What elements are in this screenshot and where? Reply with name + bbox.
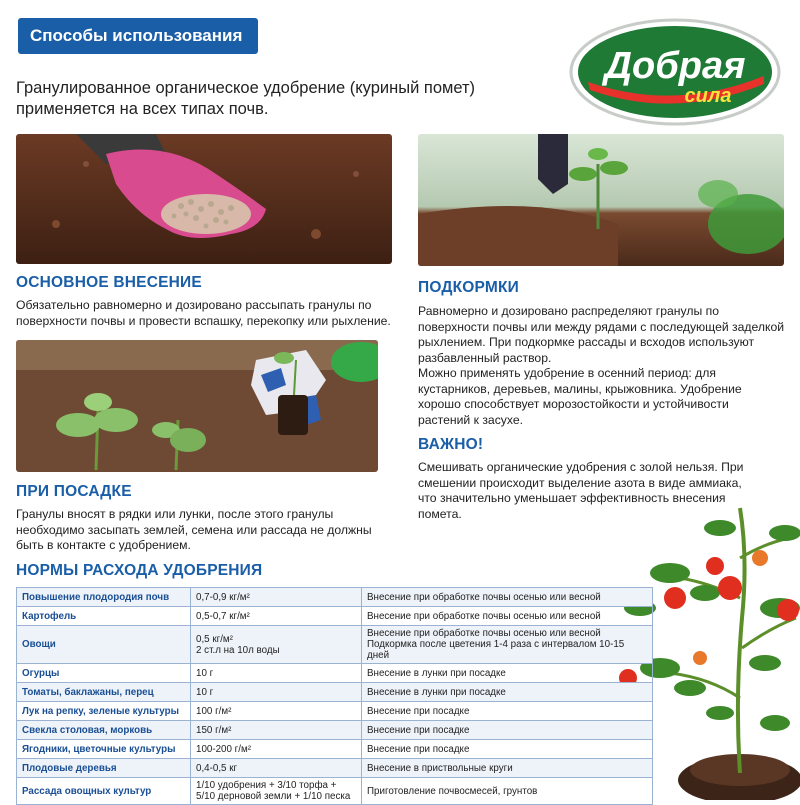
method-line: Подкормка после цветения 1-4 раза с интервалом 10-15 дней <box>367 639 625 661</box>
crop-cell: Повышение плодородия почв <box>17 588 191 607</box>
intro-line: применяется на всех типах почв. <box>16 100 269 118</box>
crop-cell: Ягодники, цветочные культуры <box>17 740 191 759</box>
text-line: Смешивать органические удобрения с золой нельзя. При <box>418 460 744 474</box>
photo-seedling <box>418 134 784 266</box>
rate-cell: 10 г <box>191 664 362 683</box>
table-row <box>17 683 653 702</box>
brand-name: Добрая <box>604 45 746 87</box>
section-text-basic <box>16 298 406 329</box>
brand-logo-graphic <box>568 16 782 128</box>
photo-hand-granules <box>16 134 392 264</box>
crop-cell: Рассада овощных культур <box>17 778 191 805</box>
table-row <box>17 664 653 683</box>
text-line: что значительно уменьшает эффективность внесения <box>418 491 726 505</box>
rate-line: 0,5 кг/м² <box>196 633 233 645</box>
rate-line: 5/10 дерновой земли + 1/10 песка <box>196 791 351 802</box>
text-line: Гранулы вносят в рядки или лунки, после этого гранулы <box>16 507 334 521</box>
table-row <box>17 626 653 664</box>
rate-cell: 0,7-0,9 кг/м² <box>191 588 362 607</box>
method-cell: Внесение при обработке почвы осенью или весной <box>362 607 653 626</box>
table-row <box>17 607 653 626</box>
table-row <box>17 588 653 607</box>
rate-cell: 150 г/м² <box>191 721 362 740</box>
norms-table <box>16 587 653 805</box>
text-line: кустарников, деревьев, малины, крыжовника. Удобрение <box>418 381 742 396</box>
brand-logo <box>568 16 782 128</box>
table-row <box>17 778 653 805</box>
method-cell: Внесение при посадке <box>362 740 653 759</box>
brand-subname: сила <box>684 85 732 107</box>
rate-cell <box>191 778 362 805</box>
table-row <box>17 759 653 778</box>
method-cell: Внесение при обработке почвы осенью или весной <box>362 588 653 607</box>
method-cell: Внесение в приствольные круги <box>362 759 653 778</box>
crop-cell: Плодовые деревья <box>17 759 191 778</box>
crop-cell: Лук на репку, зеленые культуры <box>17 702 191 721</box>
method-line: Внесение при обработке почвы осенью или весной <box>367 628 601 639</box>
intro-text <box>16 78 556 120</box>
method-cell: Внесение в лунки при посадке <box>362 683 653 702</box>
text-line: Равномерно и дозировано распределяют гранулы по <box>418 304 719 318</box>
table-row <box>17 740 653 759</box>
rate-cell: 0,4-0,5 кг <box>191 759 362 778</box>
text-line: разбавленный раствор. <box>418 350 552 365</box>
photo-seedling-graphic <box>418 134 784 266</box>
method-cell: Внесение при посадке <box>362 702 653 721</box>
crop-cell: Огурцы <box>17 664 191 683</box>
crop-cell: Томаты, баклажаны, перец <box>17 683 191 702</box>
text-line: хорошо способствует морозостойкости и устойчивости <box>418 397 729 411</box>
crop-cell: Овощи <box>17 626 191 664</box>
photo-hand-granules-graphic <box>16 134 392 264</box>
photo-planting-graphic <box>16 340 378 472</box>
text-line: Можно применять удобрение в осенний период: для <box>418 366 716 380</box>
table-row <box>17 721 653 740</box>
section-title-basic: ОСНОВНОЕ ВНЕСЕНИЕ <box>16 274 202 291</box>
text-line: поверхности почвы и провести вспашку, перекопку или рыхление. <box>16 313 391 328</box>
section-title-feeding: ПОДКОРМКИ <box>418 279 519 296</box>
rate-cell: 0,5-0,7 кг/м² <box>191 607 362 626</box>
crop-cell: Свекла столовая, морковь <box>17 721 191 740</box>
method-cell: Приготовление почвосмесей, грунтов <box>362 778 653 805</box>
rate-line: 2 ст.л на 10л воды <box>196 644 280 656</box>
method-cell: Внесение при посадке <box>362 721 653 740</box>
text-line: помета. <box>418 506 462 521</box>
text-line: Обязательно равномерно и дозировано рассыпать гранулы по <box>16 298 372 312</box>
method-cell <box>362 626 653 664</box>
method-cell: Внесение в лунки при посадке <box>362 664 653 683</box>
section-title-planting: ПРИ ПОСАДКЕ <box>16 483 132 500</box>
rate-line: 1/10 удобрения + 3/10 торфа + <box>196 780 337 791</box>
text-line: рыхлением. При подкормке рассады и всходов используют <box>418 335 755 349</box>
section-badge: Способы использования <box>18 18 258 54</box>
text-line: быть в контакте с удобрением. <box>16 538 191 552</box>
section-title-norms: НОРМЫ РАСХОДА УДОБРЕНИЯ <box>16 562 263 579</box>
rate-cell: 100-200 г/м² <box>191 740 362 759</box>
photo-planting <box>16 340 378 472</box>
section-text-planting <box>16 507 406 554</box>
text-line: смешении происходит выделение азота в виде аммиака, <box>418 475 742 490</box>
table-row <box>17 702 653 721</box>
intro-line: Гранулированное органическое удобрение (куриный помет) <box>16 79 476 97</box>
section-text-feeding <box>418 304 796 428</box>
text-line: поверхности почвы или между рядами с последующей заделкой <box>418 319 785 334</box>
text-line: растений к засухе. <box>418 412 523 427</box>
text-line: необходимо засыпать землей, семена или рассада не должны <box>16 522 372 537</box>
rate-cell: 100 г/м² <box>191 702 362 721</box>
rate-cell <box>191 626 362 664</box>
rate-cell: 10 г <box>191 683 362 702</box>
section-title-important: ВАЖНО! <box>418 436 484 453</box>
crop-cell: Картофель <box>17 607 191 626</box>
